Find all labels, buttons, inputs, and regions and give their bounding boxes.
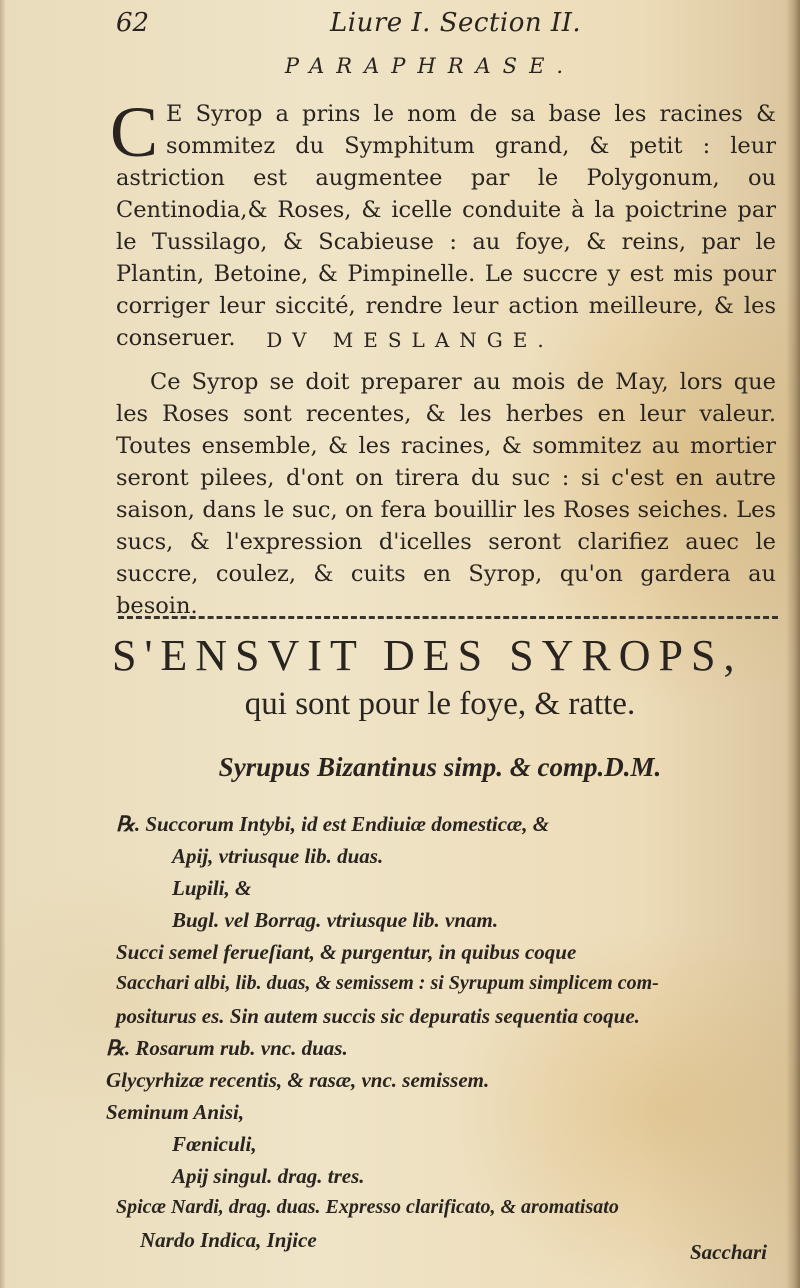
paraphrase-heading: PARAPHRASE. bbox=[284, 54, 576, 78]
recipe-line: Apij singul. drag. tres. bbox=[172, 1164, 365, 1188]
catchword: Sacchari bbox=[690, 1240, 768, 1264]
page-left-edge bbox=[0, 0, 6, 1288]
recipe-line: Seminum Anisi, bbox=[106, 1100, 245, 1124]
recipe-line: Succi semel ferueſiant, & purgentur, in quibus coque bbox=[116, 940, 577, 964]
page-header bbox=[0, 8, 800, 48]
recipe-line: ℞. Succorum Intybi, id est Endiuiæ domesticæ, & bbox=[116, 812, 550, 836]
section-title: S'ENSVIT DES SYROPS, bbox=[112, 631, 743, 680]
recipe-line: Fœniculi, bbox=[172, 1132, 257, 1156]
recipe-line: Glycyrhizæ recentis, & rasæ, vnc. semissem. bbox=[106, 1068, 490, 1092]
recipe-line: positurus es. Sin autem succis sic depuratis sequentia coque. bbox=[116, 1004, 640, 1028]
recipe-line: Nardo Indica, Injice bbox=[140, 1228, 317, 1252]
drop-cap: C bbox=[110, 92, 159, 172]
recipe-line: Spicæ Nardi, drag. duas. Expresso clarificato, & aromatisato bbox=[116, 1196, 619, 1218]
recipe-line: Sacchari albi, lib. duas, & semissem : si Syrupum simplicem com- bbox=[116, 972, 659, 994]
recipe-line: Lupili, & bbox=[172, 876, 252, 900]
paraphrase-text: E Syrop a prins le nom de sa base les racines & sommitez du Symphitum grand, & petit : leur astriction est augmentee par le Polygonum, ou Centinodia,& Roses, & icelle conduite à la poictrine par le Tussilago, & Scabieuse : au foye, & reins, par le Plantin, Betoine, & Pimpinelle. Le succre y est mis pour corriger leur siccité, rendre leur action meilleure, & les conseruer. bbox=[116, 101, 776, 351]
recipe-line: Bugl. vel Borrag. vtriusque lib. vnam. bbox=[172, 908, 499, 932]
recipe-line: Apij, vtriusque lib. duas. bbox=[172, 844, 384, 868]
meslange-paragraph: Ce Syrop se doit preparer au mois de May, lors que les Roses sont recentes, & les herbes en leur valeur. Toutes ensemble, & les racines, & sommitez au mortier seront pilees, d'ont on tirera du suc : si c'est en autre saison, dans le suc, on fera bouillir les Roses seiches. Les sucs, & l'expression d'icelles seront clarifiez auec le succre, coulez, & cuits en Syrop, qu'on gardera au besoin. bbox=[116, 369, 776, 619]
paraphrase-paragraph bbox=[110, 92, 776, 354]
syrup-title: Syrupus Bizantinus simp. & comp.D.M. bbox=[218, 752, 662, 782]
section-divider bbox=[118, 616, 778, 619]
recipe-line: ℞. Rosarum rub. vnc. duas. bbox=[106, 1036, 348, 1060]
meslange-heading: DV MESLANGE. bbox=[266, 328, 554, 352]
section-subtitle: qui sont pour le foye, & ratte. bbox=[244, 686, 636, 722]
page-number: 62 bbox=[116, 8, 150, 38]
running-title: Liure I. Section II. bbox=[330, 8, 582, 38]
